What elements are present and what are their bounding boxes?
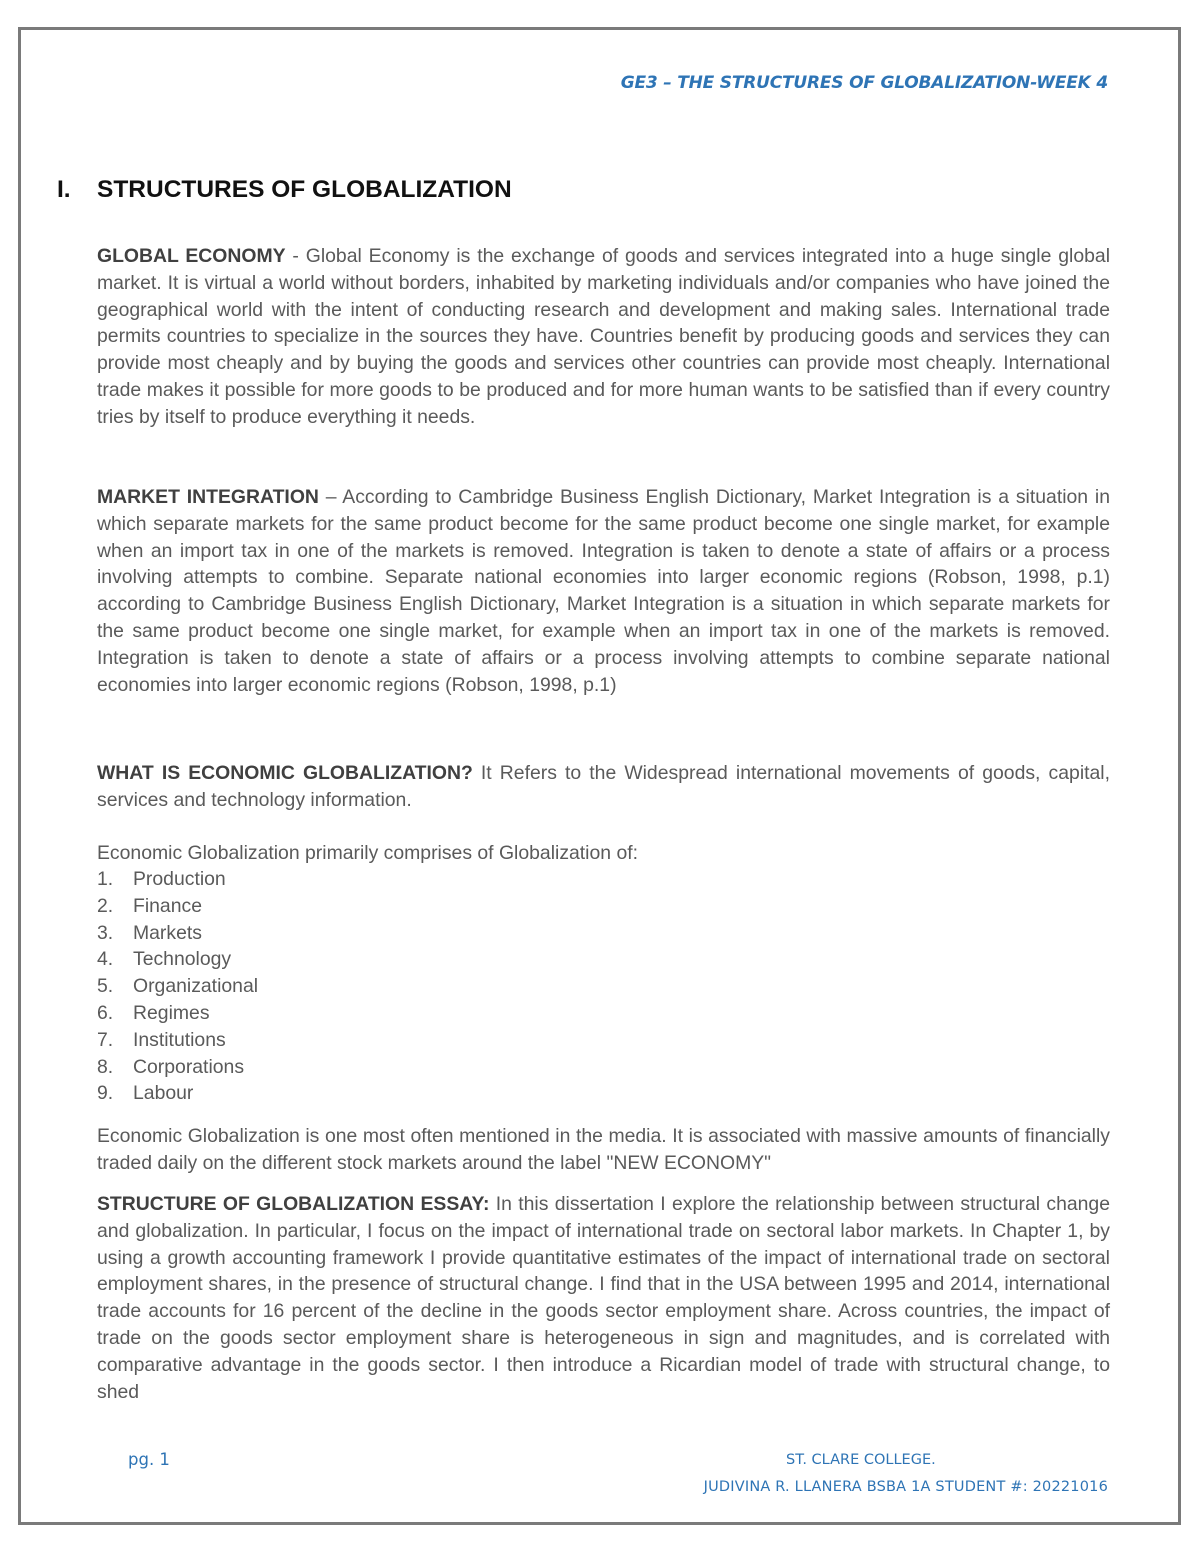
section-heading <box>57 176 512 204</box>
market-integration-term: MARKET INTEGRATION <box>97 486 319 508</box>
footer-college: ST. CLARE COLLEGE. <box>786 1452 936 1468</box>
list-number: 1. <box>97 868 114 890</box>
footer-student: JUDIVINA R. LLANERA BSBA 1A STUDENT #: 20221016 <box>703 1479 1108 1495</box>
essay-text: In this dissertation I explore the relationship between structural change and globalization. In particular, I focus on the impact of international trade on sectoral labor markets. In Chapter 1, by using a growth accounting framework I provide quantitative estimates of the impact of international trade on sectoral employment shares, in the presence of structural change. I find that in the USA between 1995 and 2014, international trade accounts for 16 percent of the decline in the goods sector employment share. Across countries, the impact of trade on the goods sector employment share is heterogeneous in sign and magnitudes, and is correlated with comparative advantage in the goods sector. I then introduce a Ricardian model of trade with structural change, to shed <box>97 1193 1111 1403</box>
header-title: GE3 – THE STRUCTURES OF GLOBALIZATION-WEEK 4 <box>620 73 1108 93</box>
list-number: 8. <box>97 1055 114 1078</box>
economic-globalization-term: WHAT IS ECONOMIC GLOBALIZATION? <box>97 762 473 784</box>
list-label: Markets <box>133 921 202 944</box>
essay-term: STRUCTURE OF GLOBALIZATION ESSAY: <box>97 1193 490 1215</box>
media-text: Economic Globalization is one most often mentioned in the media. It is associated with massive amounts of financially traded daily on the different stock markets around the label "NEW ECONOMY" <box>97 1125 1110 1174</box>
list-label: Organizational <box>133 975 259 998</box>
list-label: Corporations <box>133 1055 245 1078</box>
list-number: 6. <box>97 1001 114 1024</box>
list-number: 2. <box>97 894 114 917</box>
market-integration-text: – According to Cambridge Business English Dictionary, Market Integration is a situation in which separate markets for the same product become for the same product become one single market, for example when an import tax in one of the markets is removed. Integration is taken to denote a state of affairs or a process involving attempts to combine. Separate national economies into larger economic regions (Robson, 1998, p.1) according to Cambridge Business English Dictionary, Market Integration is a situation in which separate markets for the same product become one single market, for example when an import tax in one of the markets is removed. Integration is taken to denote a state of affairs or a process involving attempts to combine separate national economies into larger economic regions (Robson, 1998, p.1) <box>97 486 1110 696</box>
list-label: Regimes <box>133 1001 210 1024</box>
list-label: Labour <box>133 1082 194 1105</box>
list-item <box>97 893 258 920</box>
list-item <box>97 973 258 1000</box>
section-title: STRUCTURES OF GLOBALIZATION <box>97 176 512 203</box>
market-integration-paragraph <box>97 484 1110 698</box>
globalization-list <box>97 866 258 1107</box>
list-label: Institutions <box>133 1028 226 1051</box>
global-economy-paragraph <box>97 243 1110 431</box>
footer-page-number: pg. 1 <box>128 1450 170 1469</box>
list-number: 7. <box>97 1028 114 1051</box>
list-item <box>97 946 258 973</box>
list-number: 3. <box>97 921 114 944</box>
list-item <box>97 1054 258 1081</box>
economic-globalization-paragraph <box>97 760 1110 814</box>
list-number: 5. <box>97 975 114 998</box>
list-item <box>97 920 258 947</box>
list-item <box>97 1027 258 1054</box>
list-item <box>97 1000 258 1027</box>
list-item <box>97 1080 258 1107</box>
comprises-intro <box>97 840 1110 867</box>
comprises-intro-text: Economic Globalization primarily comprises of Globalization of: <box>97 842 639 864</box>
essay-paragraph <box>97 1191 1110 1405</box>
section-number: I. <box>57 176 71 203</box>
global-economy-text: - Global Economy is the exchange of goods and services integrated into a huge single global market. It is virtual a world without borders, inhabited by marketing individuals and/or companies who have joined the geographical world with the intent of conducting research and development and making sales. International trade permits countries to specialize in the sources they have. Countries benefit by producing goods and services they can provide most cheaply and by buying the goods and services other countries can provide most cheaply. International trade makes it possible for more goods to be produced and for more human wants to be satisfied than if every country tries by itself to produce everything it needs. <box>97 245 1110 428</box>
economic-globalization-text: It Refers to the Widespread international movements of goods, capital, services and technology information. <box>97 762 1110 811</box>
list-number: 9. <box>97 1082 114 1105</box>
list-item <box>97 866 258 893</box>
media-paragraph <box>97 1123 1110 1177</box>
list-label: Production <box>133 868 226 890</box>
global-economy-term: GLOBAL ECONOMY <box>97 245 286 267</box>
list-label: Finance <box>133 894 202 917</box>
list-number: 4. <box>97 948 114 971</box>
list-label: Technology <box>133 948 232 971</box>
